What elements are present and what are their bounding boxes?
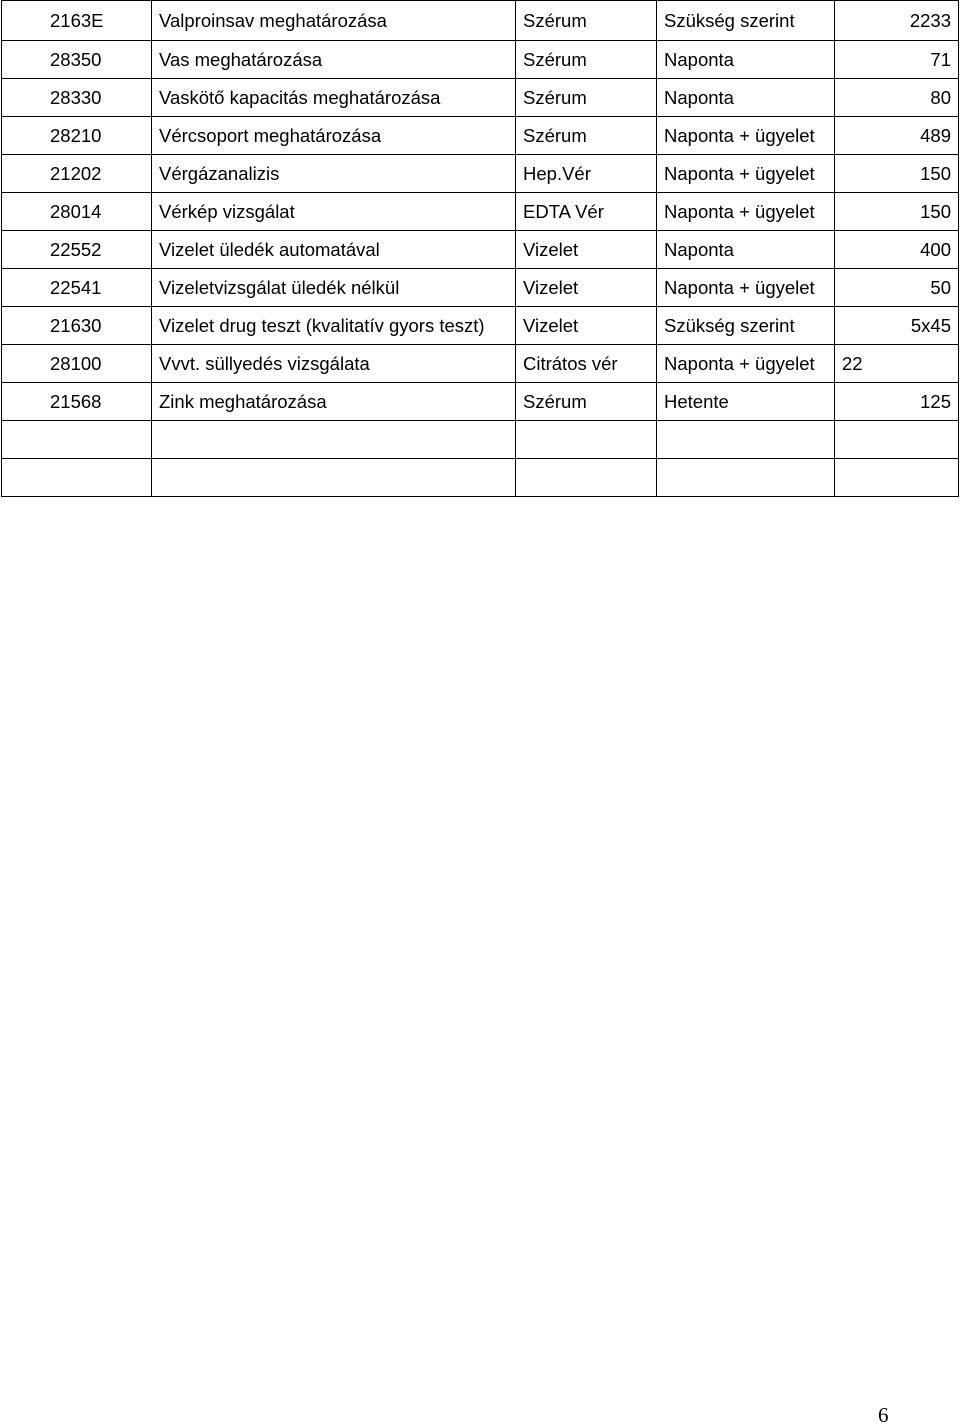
frequency: Szükség szerint bbox=[657, 307, 835, 345]
table-row bbox=[2, 117, 959, 155]
sample-type: Vizelet bbox=[516, 307, 657, 345]
table-row bbox=[2, 231, 959, 269]
frequency: Naponta + ügyelet bbox=[657, 117, 835, 155]
sample-type: Vizelet bbox=[516, 269, 657, 307]
sample-type: Szérum bbox=[516, 79, 657, 117]
test-code: 22541 bbox=[2, 269, 152, 307]
test-name: Vas meghatározása bbox=[152, 41, 516, 79]
frequency: Naponta + ügyelet bbox=[657, 193, 835, 231]
test-code: 21568 bbox=[2, 383, 152, 421]
test-name: Zink meghatározása bbox=[152, 383, 516, 421]
test-name: Vércsoport meghatározása bbox=[152, 117, 516, 155]
table-row bbox=[2, 269, 959, 307]
frequency: Naponta + ügyelet bbox=[657, 345, 835, 383]
test-count: 80 bbox=[835, 79, 959, 117]
table-row bbox=[2, 345, 959, 383]
frequency: Hetente bbox=[657, 383, 835, 421]
test-name: Vizeletvizsgálat üledék nélkül bbox=[152, 269, 516, 307]
test-code: 22552 bbox=[2, 231, 152, 269]
table-row bbox=[2, 155, 959, 193]
test-code: 28210 bbox=[2, 117, 152, 155]
empty-table-row bbox=[2, 459, 959, 497]
frequency: Naponta bbox=[657, 41, 835, 79]
test-count: 2233 bbox=[835, 1, 959, 41]
test-count bbox=[835, 459, 959, 497]
test-count: 400 bbox=[835, 231, 959, 269]
sample-type: Vizelet bbox=[516, 231, 657, 269]
test-code: 2163E bbox=[2, 1, 152, 41]
sample-type: Szérum bbox=[516, 1, 657, 41]
frequency: Naponta + ügyelet bbox=[657, 155, 835, 193]
sample-type: Citrátos vér bbox=[516, 345, 657, 383]
test-name bbox=[152, 421, 516, 459]
table-row bbox=[2, 41, 959, 79]
test-name: Vaskötő kapacitás meghatározása bbox=[152, 79, 516, 117]
test-count bbox=[835, 421, 959, 459]
test-count: 50 bbox=[835, 269, 959, 307]
frequency: Naponta bbox=[657, 79, 835, 117]
test-code: 28100 bbox=[2, 345, 152, 383]
test-count: 22 bbox=[835, 345, 959, 383]
table-row bbox=[2, 1, 959, 41]
sample-type: Szérum bbox=[516, 41, 657, 79]
test-count: 150 bbox=[835, 193, 959, 231]
test-code bbox=[2, 459, 152, 497]
frequency bbox=[657, 421, 835, 459]
sample-type: Szérum bbox=[516, 383, 657, 421]
test-code: 21630 bbox=[2, 307, 152, 345]
sample-type: Hep.Vér bbox=[516, 155, 657, 193]
test-name: Vérgázanalizis bbox=[152, 155, 516, 193]
test-code: 28330 bbox=[2, 79, 152, 117]
lab-tests-table bbox=[1, 0, 959, 497]
test-code: 28350 bbox=[2, 41, 152, 79]
test-name: Vérkép vizsgálat bbox=[152, 193, 516, 231]
sample-type bbox=[516, 459, 657, 497]
table-row bbox=[2, 193, 959, 231]
test-count: 5x45 bbox=[835, 307, 959, 345]
frequency: Szükség szerint bbox=[657, 1, 835, 41]
test-name: Vizelet üledék automatával bbox=[152, 231, 516, 269]
sample-type: Szérum bbox=[516, 117, 657, 155]
page-number: 6 bbox=[878, 1403, 889, 1427]
test-count: 71 bbox=[835, 41, 959, 79]
table-row bbox=[2, 79, 959, 117]
frequency: Naponta bbox=[657, 231, 835, 269]
test-name: Vizelet drug teszt (kvalitatív gyors teszt) bbox=[152, 307, 516, 345]
frequency: Naponta + ügyelet bbox=[657, 269, 835, 307]
test-name: Vvvt. süllyedés vizsgálata bbox=[152, 345, 516, 383]
test-count: 489 bbox=[835, 117, 959, 155]
test-count: 150 bbox=[835, 155, 959, 193]
test-code: 28014 bbox=[2, 193, 152, 231]
sample-type: EDTA Vér bbox=[516, 193, 657, 231]
table-row bbox=[2, 307, 959, 345]
test-code bbox=[2, 421, 152, 459]
test-name bbox=[152, 459, 516, 497]
test-name: Valproinsav meghatározása bbox=[152, 1, 516, 41]
table-row bbox=[2, 383, 959, 421]
test-count: 125 bbox=[835, 383, 959, 421]
empty-table-row bbox=[2, 421, 959, 459]
sample-type bbox=[516, 421, 657, 459]
frequency bbox=[657, 459, 835, 497]
test-code: 21202 bbox=[2, 155, 152, 193]
